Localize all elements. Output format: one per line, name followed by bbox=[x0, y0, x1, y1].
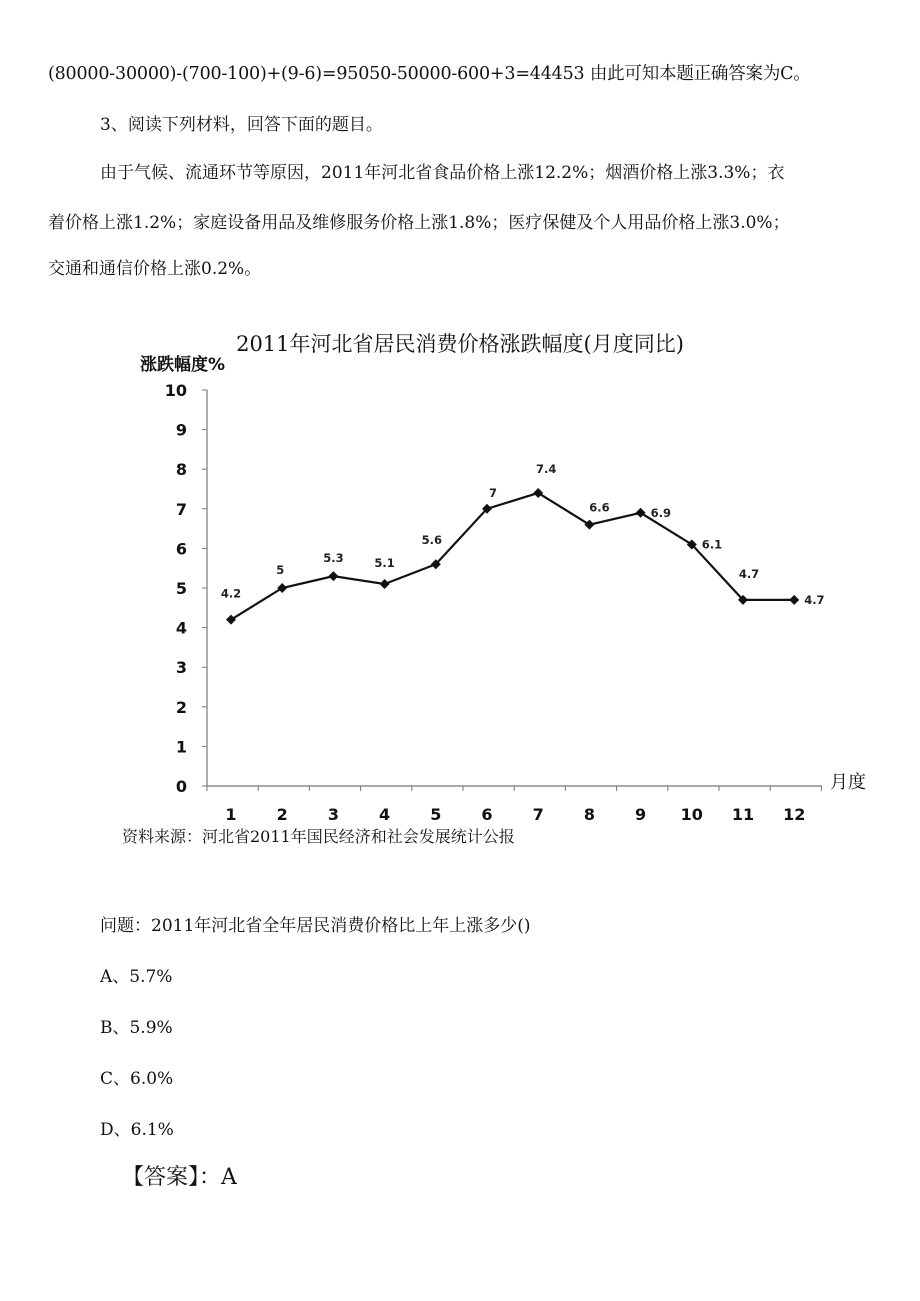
source-note: 资料来源：河北省2011年国民经济和社会发展统计公报 bbox=[122, 827, 515, 846]
series-line bbox=[231, 493, 794, 620]
x-tick-label: 6 bbox=[481, 805, 493, 824]
data-label: 4.2 bbox=[220, 586, 242, 601]
x-tick-label: 4 bbox=[379, 805, 391, 824]
x-tick-label: 11 bbox=[731, 805, 755, 824]
y-axis-label: 涨跌幅度% bbox=[140, 355, 226, 375]
y-tick-label: 0 bbox=[175, 777, 187, 796]
chart-axes bbox=[202, 390, 825, 791]
data-label: 5.1 bbox=[374, 556, 395, 571]
x-tick-label: 12 bbox=[783, 805, 806, 824]
y-tick-label: 8 bbox=[175, 460, 187, 480]
answer-label: 【答案】： bbox=[122, 1165, 222, 1190]
y-tick-label: 7 bbox=[175, 499, 187, 519]
y-tick-label: 10 bbox=[164, 381, 187, 400]
series-points bbox=[226, 485, 799, 625]
line-chart bbox=[130, 350, 866, 828]
x-tick-label: 10 bbox=[680, 805, 703, 824]
data-label: 4.7 bbox=[738, 566, 760, 581]
data-label: 7.4 bbox=[536, 461, 557, 476]
y-tick-label: 3 bbox=[175, 658, 187, 678]
data-point bbox=[277, 583, 287, 593]
data-point bbox=[533, 488, 543, 498]
option-c: C、6.0% bbox=[100, 1069, 174, 1089]
y-tick-label: 4 bbox=[175, 618, 187, 638]
data-point bbox=[789, 595, 799, 605]
data-point bbox=[328, 571, 338, 581]
data-label: 4.7 bbox=[804, 592, 825, 607]
data-point bbox=[226, 615, 236, 625]
x-tick-label: 8 bbox=[583, 805, 595, 824]
x-tick-labels bbox=[225, 805, 805, 824]
material-paragraph-line-3: 交通和通信价格上涨0.2%。 bbox=[48, 259, 262, 279]
y-tick-label: 5 bbox=[175, 579, 187, 598]
data-label: 5 bbox=[276, 563, 285, 577]
data-label: 6.6 bbox=[589, 500, 610, 515]
data-label: 5.3 bbox=[323, 551, 344, 566]
y-tick-label: 6 bbox=[175, 539, 187, 559]
y-tick-label: 9 bbox=[175, 420, 187, 440]
material-paragraph-line-1: 由于气候、流通环节等原因，2011年河北省食品价格上涨12.2%；烟酒价格上涨3.3%；衣 bbox=[100, 163, 785, 183]
data-point bbox=[636, 508, 646, 518]
data-label: 6.1 bbox=[701, 537, 723, 552]
x-tick-label: 5 bbox=[430, 805, 442, 824]
x-tick-label: 3 bbox=[327, 805, 339, 824]
question-text: 问题：2011年河北省全年居民消费价格比上年上涨多少() bbox=[100, 916, 531, 936]
material-paragraph-line-2: 着价格上涨1.2%；家庭设备用品及维修服务价格上涨1.8%；医疗保健及个人用品价格上涨3.0%； bbox=[48, 213, 790, 233]
series-data-labels bbox=[221, 462, 825, 607]
chart-title: 2011年河北省居民消费价格涨跌幅度(月度同比) bbox=[236, 332, 684, 356]
data-point bbox=[584, 520, 594, 530]
x-tick-label: 7 bbox=[532, 805, 544, 824]
series-polyline bbox=[231, 493, 794, 620]
y-tick-label: 1 bbox=[175, 737, 187, 757]
answer-value: A bbox=[221, 1165, 237, 1190]
formula-line: (80000-30000)-(700-100)+(9-6)=95050-50000-600+3=44453 由此可知本题正确答案为C。 bbox=[48, 64, 811, 84]
data-label: 7 bbox=[488, 485, 498, 500]
x-tick-label: 1 bbox=[225, 805, 237, 824]
option-b: B、5.9% bbox=[100, 1018, 173, 1038]
data-label: 5.6 bbox=[421, 533, 442, 548]
data-label: 6.9 bbox=[650, 505, 671, 520]
data-point bbox=[380, 579, 390, 589]
y-tick-labels bbox=[165, 381, 187, 796]
x-tick-label: 2 bbox=[276, 805, 288, 824]
y-tick-label: 2 bbox=[175, 697, 187, 717]
x-tick-label: 9 bbox=[635, 805, 647, 824]
x-axis-label: 月度 bbox=[830, 772, 866, 793]
question-heading: 3、阅读下列材料，回答下面的题目。 bbox=[100, 115, 383, 135]
option-d: D、6.1% bbox=[100, 1120, 174, 1140]
option-a: A、5.7% bbox=[100, 967, 173, 987]
answer-line bbox=[122, 1160, 237, 1191]
